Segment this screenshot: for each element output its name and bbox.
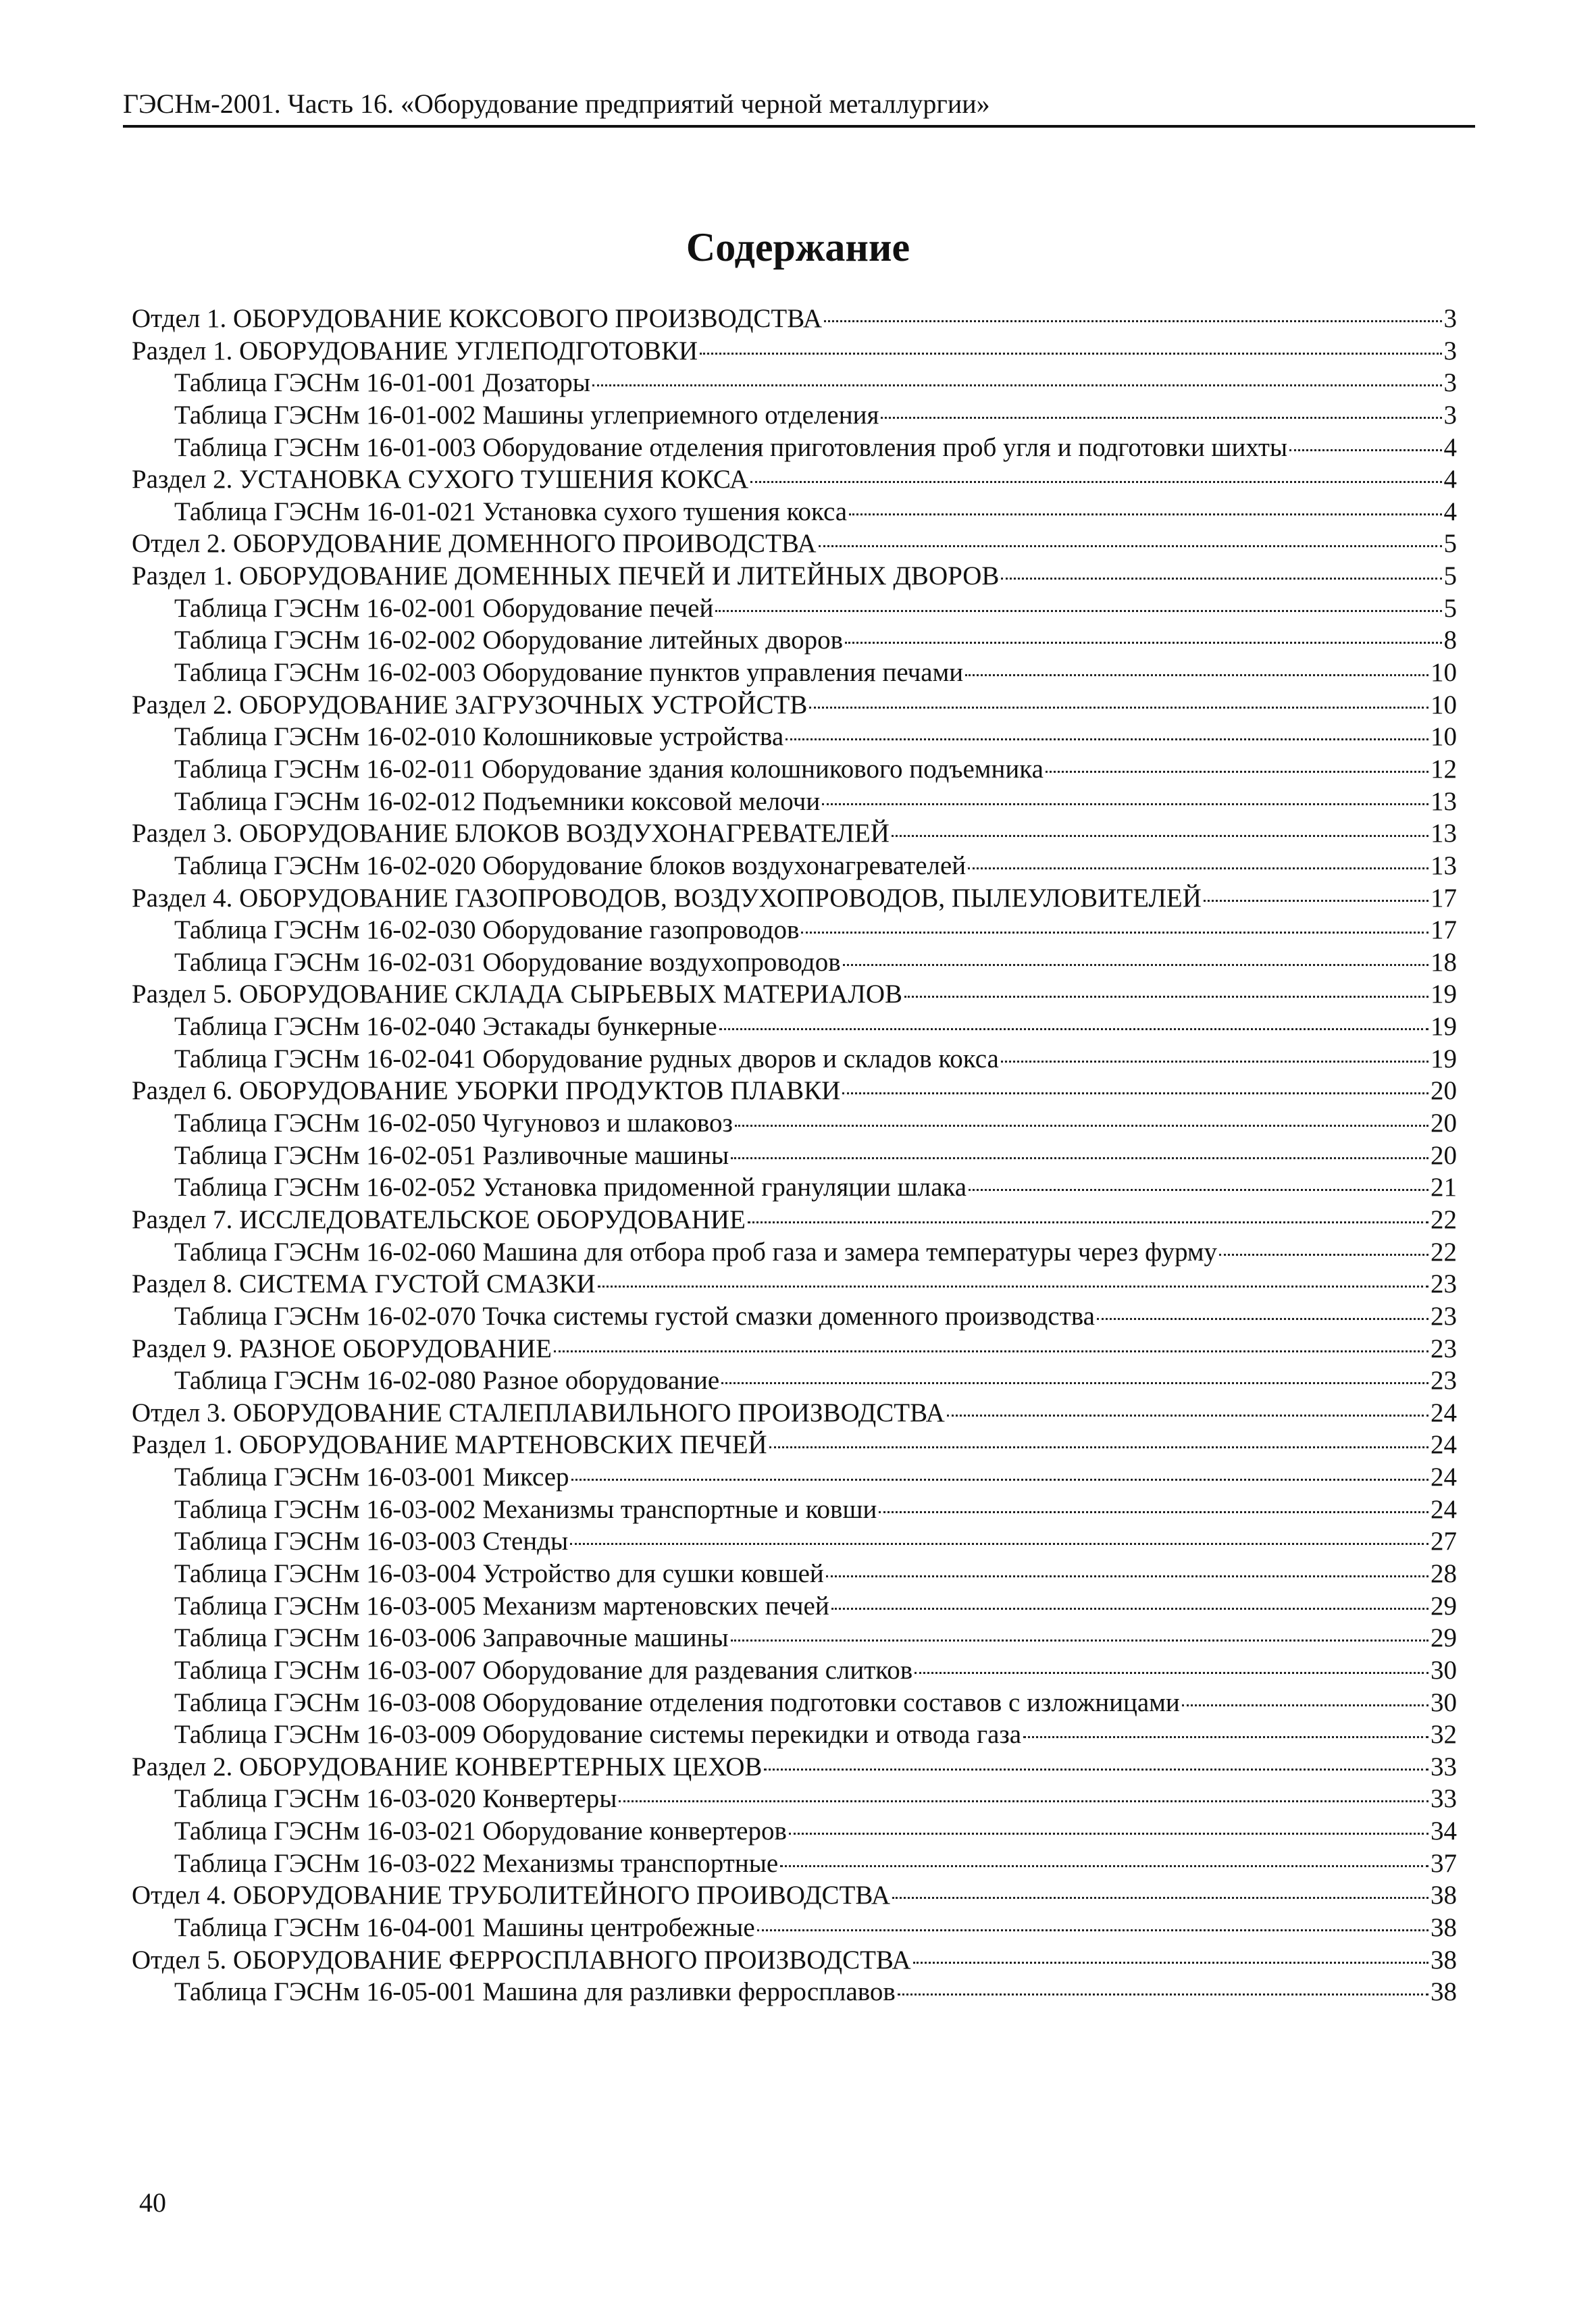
- toc-table-entry[interactable]: [132, 592, 1457, 625]
- toc-table-entry[interactable]: [132, 1912, 1457, 1944]
- dot-leader: [915, 1672, 1428, 1674]
- toc-entry-page-number: 10: [1431, 690, 1457, 719]
- toc-entry-label: Отдел 4. ОБОРУДОВАНИЕ ТРУБОЛИТЕЙНОГО ПРОИВОДСТВА: [132, 1881, 891, 1910]
- toc-entry-label: Таблица ГЭСНм 16-03-009 Оборудование системы перекидки и отвода газа: [174, 1720, 1022, 1750]
- toc-entry-page-number: 24: [1431, 1494, 1457, 1524]
- toc-entry-label: Таблица ГЭСНм 16-04-001 Машины центробежные: [174, 1913, 755, 1943]
- dot-leader: [881, 417, 1441, 419]
- toc-entry-label: Таблица ГЭСНм 16-02-050 Чугуновоз и шлаковоз: [174, 1109, 733, 1138]
- toc-entry-page-number: 12: [1431, 754, 1457, 784]
- dot-leader: [843, 964, 1428, 966]
- toc-entry-page-number: 38: [1431, 1913, 1457, 1943]
- toc-entry-label: Отдел 1. ОБОРУДОВАНИЕ КОКСОВОГО ПРОИЗВОДСТВА: [132, 304, 822, 333]
- toc-entry-page-number: 18: [1431, 947, 1457, 977]
- toc-section-entry[interactable]: [132, 1944, 1457, 1977]
- dot-leader: [780, 1865, 1428, 1867]
- toc-entry-label: Раздел 9. РАЗНОЕ ОБОРУДОВАНИЕ: [132, 1333, 552, 1363]
- toc-table-entry[interactable]: [132, 496, 1457, 528]
- toc-table-entry[interactable]: [132, 1300, 1457, 1333]
- dot-leader: [1204, 900, 1428, 902]
- toc-entry-label: Отдел 5. ОБОРУДОВАНИЕ ФЕРРОСПЛАВНОГО ПРОИЗВОДСТВА: [132, 1945, 911, 1975]
- toc-entry-page-number: 4: [1443, 497, 1457, 526]
- dot-leader: [748, 1221, 1428, 1223]
- toc-entry-page-number: 33: [1431, 1752, 1457, 1781]
- dot-leader: [879, 1511, 1428, 1513]
- toc-entry-label: Раздел 5. ОБОРУДОВАНИЕ СКЛАДА СЫРЬЕВЫХ МАТЕРИАЛОВ: [132, 980, 903, 1009]
- dot-leader: [913, 1962, 1428, 1964]
- dot-leader: [819, 545, 1442, 547]
- toc-entry-label: Раздел 1. ОБОРУДОВАНИЕ МАРТЕНОВСКИХ ПЕЧЕЙ: [132, 1430, 767, 1460]
- dot-leader: [721, 1382, 1428, 1384]
- toc-table-entry[interactable]: [132, 1365, 1457, 1397]
- toc-entry-label: Раздел 6. ОБОРУДОВАНИЕ УБОРКИ ПРОДУКТОВ ПЛАВКИ: [132, 1076, 841, 1106]
- dot-leader: [1001, 1061, 1428, 1063]
- dot-leader: [965, 674, 1428, 676]
- toc-table-entry[interactable]: [132, 1976, 1457, 2008]
- dot-leader: [731, 1157, 1428, 1159]
- page-number: 40: [139, 2187, 166, 2218]
- dot-leader: [947, 1415, 1428, 1417]
- toc-entry-label: Таблица ГЭСНм 16-03-006 Заправочные машины: [174, 1623, 729, 1653]
- toc-entry-page-number: 38: [1431, 1945, 1457, 1975]
- toc-entry-page-number: 20: [1431, 1140, 1457, 1170]
- toc-entry-label: Таблица ГЭСНм 16-03-022 Механизмы транспортные: [174, 1848, 779, 1878]
- toc-entry-page-number: 3: [1443, 368, 1457, 398]
- toc-entry-label: Таблица ГЭСНм 16-03-004 Устройство для сушки ковшей: [174, 1558, 824, 1588]
- toc-entry-page-number: 20: [1431, 1109, 1457, 1138]
- toc-entry-label: Раздел 1. ОБОРУДОВАНИЕ УГЛЕПОДГОТОВКИ: [132, 336, 698, 365]
- toc-entry-page-number: 37: [1431, 1848, 1457, 1878]
- toc-entry-page-number: 19: [1431, 980, 1457, 1009]
- toc-entry-label: Таблица ГЭСНм 16-01-021 Установка сухого тушения кокса: [174, 497, 848, 526]
- toc-table-entry[interactable]: [132, 1525, 1457, 1558]
- toc-section-entry[interactable]: [132, 817, 1457, 850]
- toc-table-entry[interactable]: [132, 1783, 1457, 1815]
- toc-section-entry[interactable]: [132, 1204, 1457, 1236]
- toc-entry-page-number: 17: [1431, 883, 1457, 913]
- toc-entry-page-number: 30: [1431, 1687, 1457, 1717]
- toc-entry-label: Отдел 2. ОБОРУДОВАНИЕ ДОМЕННОГО ПРОИВОДСТВА: [132, 529, 817, 559]
- toc-entry-page-number: 33: [1431, 1784, 1457, 1814]
- toc-entry-label: Таблица ГЭСНм 16-03-021 Оборудование конвертеров: [174, 1816, 787, 1846]
- toc-entry-label: Таблица ГЭСНм 16-03-002 Механизмы транспортные и ковши: [174, 1494, 877, 1524]
- toc-section-entry[interactable]: [132, 1429, 1457, 1461]
- toc-entry-page-number: 29: [1431, 1591, 1457, 1621]
- toc-section-entry[interactable]: [132, 560, 1457, 592]
- toc-entry-label: Таблица ГЭСНм 16-01-001 Дозаторы: [174, 368, 590, 398]
- dot-leader: [898, 1993, 1428, 1996]
- toc-entry-page-number: 38: [1431, 1881, 1457, 1910]
- toc-entry-page-number: 13: [1431, 786, 1457, 816]
- dot-leader: [904, 996, 1428, 998]
- toc-entry-label: Таблица ГЭСНм 16-05-001 Машина для разливки ферросплавов: [174, 1977, 896, 2007]
- dot-leader: [598, 1286, 1428, 1288]
- dot-leader: [822, 803, 1428, 805]
- toc-entry-page-number: 24: [1431, 1430, 1457, 1460]
- toc-entry-page-number: 24: [1431, 1398, 1457, 1427]
- toc-table-entry[interactable]: [132, 624, 1457, 657]
- toc-table-entry[interactable]: [132, 1107, 1457, 1140]
- dot-leader: [801, 932, 1428, 934]
- dot-leader: [831, 1608, 1428, 1610]
- toc-table-entry[interactable]: [132, 753, 1457, 786]
- toc-entry-label: Таблица ГЭСНм 16-02-001 Оборудование печей: [174, 593, 714, 623]
- toc-section-entry[interactable]: [132, 303, 1457, 335]
- toc-entry-page-number: 19: [1431, 1044, 1457, 1073]
- toc-entry-page-number: 5: [1443, 593, 1457, 623]
- dot-leader: [845, 642, 1441, 644]
- toc-entry-page-number: 8: [1443, 626, 1457, 655]
- toc-table-entry[interactable]: [132, 1171, 1457, 1204]
- toc-entry-label: Таблица ГЭСНм 16-02-031 Оборудование воздухопроводов: [174, 947, 841, 977]
- toc-entry-label: Таблица ГЭСНм 16-02-040 Эстакады бункерные: [174, 1012, 717, 1042]
- toc-entry-page-number: 23: [1431, 1333, 1457, 1363]
- dot-leader: [571, 1479, 1428, 1481]
- dot-leader: [1182, 1704, 1428, 1706]
- toc-entry-label: Раздел 1. ОБОРУДОВАНИЕ ДОМЕННЫХ ПЕЧЕЙ И ЛИТЕЙНЫХ ДВОРОВ: [132, 561, 1000, 591]
- dot-leader: [842, 1092, 1428, 1094]
- dot-leader: [892, 1897, 1428, 1899]
- toc-table-entry[interactable]: [132, 1687, 1457, 1719]
- toc-entry-label: Таблица ГЭСНм 16-02-020 Оборудование блоков воздухонагревателей: [174, 850, 967, 880]
- toc-entry-label: Таблица ГЭСНм 16-03-001 Миксер: [174, 1463, 569, 1492]
- toc-table-entry[interactable]: [132, 914, 1457, 946]
- dot-leader: [786, 738, 1428, 740]
- toc-table-entry[interactable]: [132, 432, 1457, 464]
- toc-entry-page-number: 23: [1431, 1269, 1457, 1299]
- toc-entry-page-number: 5: [1443, 529, 1457, 559]
- toc-entry-page-number: 17: [1431, 915, 1457, 945]
- toc-entry-page-number: 23: [1431, 1301, 1457, 1331]
- dot-leader: [969, 1189, 1428, 1191]
- toc-entry-label: Таблица ГЭСНм 16-02-051 Разливочные машины: [174, 1140, 729, 1170]
- toc-table-entry[interactable]: [132, 1654, 1457, 1687]
- dot-leader: [826, 1575, 1428, 1577]
- toc-section-entry[interactable]: [132, 1397, 1457, 1429]
- toc-entry-label: Таблица ГЭСНм 16-03-008 Оборудование отделения подготовки составов с изложницами: [174, 1687, 1180, 1717]
- toc-table-entry[interactable]: [132, 1236, 1457, 1269]
- dot-leader: [592, 384, 1442, 386]
- toc-entry-page-number: 38: [1431, 1977, 1457, 2007]
- toc-entry-label: Раздел 2. ОБОРУДОВАНИЕ ЗАГРУЗОЧНЫХ УСТРОЙСТВ: [132, 690, 808, 719]
- dot-leader: [789, 1833, 1428, 1835]
- toc-section-entry[interactable]: [132, 1879, 1457, 1912]
- toc-table-entry[interactable]: [132, 657, 1457, 689]
- toc-entry-label: Таблица ГЭСНм 16-02-010 Колошниковые устройства: [174, 722, 784, 752]
- toc-entry-label: Таблица ГЭСНм 16-02-041 Оборудование рудных дворов и складов кокса: [174, 1044, 999, 1073]
- toc-entry-label: Раздел 2. УСТАНОВКА СУХОГО ТУШЕНИЯ КОКСА: [132, 465, 749, 494]
- toc-entry-label: Раздел 3. ОБОРУДОВАНИЕ БЛОКОВ ВОЗДУХОНАГРЕВАТЕЛЕЙ: [132, 819, 890, 848]
- toc-entry-page-number: 22: [1431, 1204, 1457, 1234]
- toc-entry-page-number: 4: [1443, 465, 1457, 494]
- toc-entry-page-number: 32: [1431, 1720, 1457, 1750]
- dot-leader: [849, 513, 1441, 515]
- toc-entry-label: Таблица ГЭСНм 16-02-080 Разное оборудование: [174, 1366, 720, 1396]
- toc-entry-label: Таблица ГЭСНм 16-02-003 Оборудование пунктов управления печами: [174, 658, 964, 688]
- toc-section-entry[interactable]: [132, 528, 1457, 560]
- toc-table-entry[interactable]: [132, 1043, 1457, 1075]
- toc-section-entry[interactable]: [132, 978, 1457, 1011]
- toc-table-entry[interactable]: [132, 1719, 1457, 1751]
- toc-section-entry[interactable]: [132, 689, 1457, 721]
- toc-section-entry[interactable]: [132, 463, 1457, 496]
- toc-entry-label: Таблица ГЭСНм 16-03-007 Оборудование для раздевания слитков: [174, 1655, 913, 1685]
- toc-table-entry[interactable]: [132, 1622, 1457, 1654]
- toc-entry-page-number: 29: [1431, 1623, 1457, 1653]
- running-header: ГЭСНм-2001. Часть 16. «Оборудование предприятий черной металлургии»: [123, 88, 990, 119]
- toc-entry-label: Таблица ГЭСНм 16-03-020 Конвертеры: [174, 1784, 617, 1814]
- toc-entry-page-number: 3: [1443, 336, 1457, 365]
- dot-leader: [735, 1125, 1428, 1127]
- toc-table-entry[interactable]: [132, 721, 1457, 753]
- toc-entry-label: Таблица ГЭСНм 16-01-003 Оборудование отделения приготовления проб угля и подготовки шихты: [174, 432, 1288, 462]
- dot-leader: [700, 353, 1441, 355]
- dot-leader: [824, 320, 1442, 322]
- toc-entry-label: Таблица ГЭСНм 16-02-011 Оборудование здания колошникового подъемника: [174, 754, 1044, 784]
- toc-table-entry[interactable]: [132, 1848, 1457, 1880]
- toc-section-entry[interactable]: [132, 882, 1457, 915]
- toc-entry-label: Раздел 4. ОБОРУДОВАНИЕ ГАЗОПРОВОДОВ, ВОЗДУХОПРОВОДОВ, ПЫЛЕУЛОВИТЕЛЕЙ: [132, 883, 1202, 913]
- toc-entry-page-number: 13: [1431, 819, 1457, 848]
- dot-leader: [1001, 578, 1441, 580]
- table-of-contents: [132, 303, 1457, 2008]
- toc-entry-label: Таблица ГЭСНм 16-02-052 Установка придоменной грануляции шлака: [174, 1173, 967, 1202]
- dot-leader: [750, 481, 1441, 483]
- toc-entry-label: Таблица ГЭСНм 16-03-005 Механизм мартеновских печей: [174, 1591, 829, 1621]
- toc-entry-label: Раздел 8. СИСТЕМА ГУСТОЙ СМАЗКИ: [132, 1269, 596, 1299]
- toc-entry-label: Таблица ГЭСНм 16-03-003 Стенды: [174, 1527, 569, 1556]
- dot-leader: [1023, 1736, 1428, 1738]
- toc-entry-label: Таблица ГЭСНм 16-02-060 Машина для отбора проб газа и замера температуры через фурму: [174, 1237, 1218, 1267]
- toc-entry-page-number: 30: [1431, 1655, 1457, 1685]
- toc-entry-page-number: 13: [1431, 850, 1457, 880]
- toc-entry-page-number: 22: [1431, 1237, 1457, 1267]
- toc-table-entry[interactable]: [132, 1140, 1457, 1172]
- dot-leader: [1289, 449, 1441, 451]
- dot-leader: [892, 835, 1428, 837]
- toc-section-entry[interactable]: [132, 335, 1457, 367]
- toc-entry-page-number: 27: [1431, 1527, 1457, 1556]
- toc-entry-page-number: 20: [1431, 1076, 1457, 1106]
- dot-leader: [968, 867, 1428, 869]
- toc-entry-page-number: 3: [1443, 304, 1457, 333]
- toc-entry-page-number: 5: [1443, 561, 1457, 591]
- toc-entry-label: Раздел 7. ИССЛЕДОВАТЕЛЬСКОЕ ОБОРУДОВАНИЕ: [132, 1204, 746, 1234]
- toc-table-entry[interactable]: [132, 1011, 1457, 1043]
- header-rule: [123, 125, 1475, 128]
- toc-table-entry[interactable]: [132, 367, 1457, 399]
- dot-leader: [1097, 1318, 1428, 1320]
- dot-leader: [1219, 1254, 1428, 1256]
- toc-title: Содержание: [686, 225, 910, 270]
- toc-table-entry[interactable]: [132, 1590, 1457, 1623]
- toc-section-entry[interactable]: [132, 1333, 1457, 1365]
- toc-entry-label: Таблица ГЭСНм 16-02-030 Оборудование газопроводов: [174, 915, 800, 945]
- toc-entry-page-number: 10: [1431, 722, 1457, 752]
- dot-leader: [570, 1543, 1428, 1545]
- dot-leader: [809, 707, 1428, 709]
- toc-table-entry[interactable]: [132, 850, 1457, 882]
- toc-entry-page-number: 34: [1431, 1816, 1457, 1846]
- toc-entry-label: Таблица ГЭСНм 16-02-012 Подъемники коксовой мелочи: [174, 786, 821, 816]
- toc-table-entry[interactable]: [132, 1494, 1457, 1526]
- dot-leader: [769, 1446, 1428, 1448]
- toc-section-entry[interactable]: [132, 1751, 1457, 1783]
- toc-table-entry[interactable]: [132, 1461, 1457, 1494]
- dot-leader: [1046, 771, 1428, 773]
- toc-table-entry[interactable]: [132, 399, 1457, 432]
- toc-entry-page-number: 4: [1443, 432, 1457, 462]
- toc-table-entry[interactable]: [132, 786, 1457, 818]
- toc-table-entry[interactable]: [132, 1558, 1457, 1590]
- toc-table-entry[interactable]: [132, 946, 1457, 979]
- toc-entry-page-number: 10: [1431, 658, 1457, 688]
- toc-entry-label: Раздел 2. ОБОРУДОВАНИЕ КОНВЕРТЕРНЫХ ЦЕХОВ: [132, 1752, 763, 1781]
- toc-entry-label: Таблица ГЭСНм 16-02-002 Оборудование литейных дворов: [174, 626, 844, 655]
- toc-entry-page-number: 3: [1443, 400, 1457, 430]
- toc-section-entry[interactable]: [132, 1075, 1457, 1107]
- dot-leader: [715, 610, 1441, 612]
- toc-entry-page-number: 21: [1431, 1173, 1457, 1202]
- toc-entry-page-number: 19: [1431, 1012, 1457, 1042]
- toc-entry-label: Отдел 3. ОБОРУДОВАНИЕ СТАЛЕПЛАВИЛЬНОГО ПРОИЗВОДСТВА: [132, 1398, 945, 1427]
- toc-entry-page-number: 28: [1431, 1558, 1457, 1588]
- dot-leader: [757, 1929, 1428, 1931]
- dot-leader: [719, 1028, 1428, 1030]
- dot-leader: [554, 1350, 1428, 1352]
- toc-table-entry[interactable]: [132, 1815, 1457, 1848]
- toc-entry-label: Таблица ГЭСНм 16-02-070 Точка системы густой смазки доменного производства: [174, 1301, 1095, 1331]
- toc-entry-label: Таблица ГЭСНм 16-01-002 Машины углеприемного отделения: [174, 400, 879, 430]
- toc-section-entry[interactable]: [132, 1268, 1457, 1300]
- toc-entry-page-number: 24: [1431, 1463, 1457, 1492]
- toc-entry-page-number: 23: [1431, 1366, 1457, 1396]
- dot-leader: [619, 1800, 1428, 1802]
- dot-leader: [764, 1769, 1428, 1771]
- dot-leader: [731, 1640, 1428, 1642]
